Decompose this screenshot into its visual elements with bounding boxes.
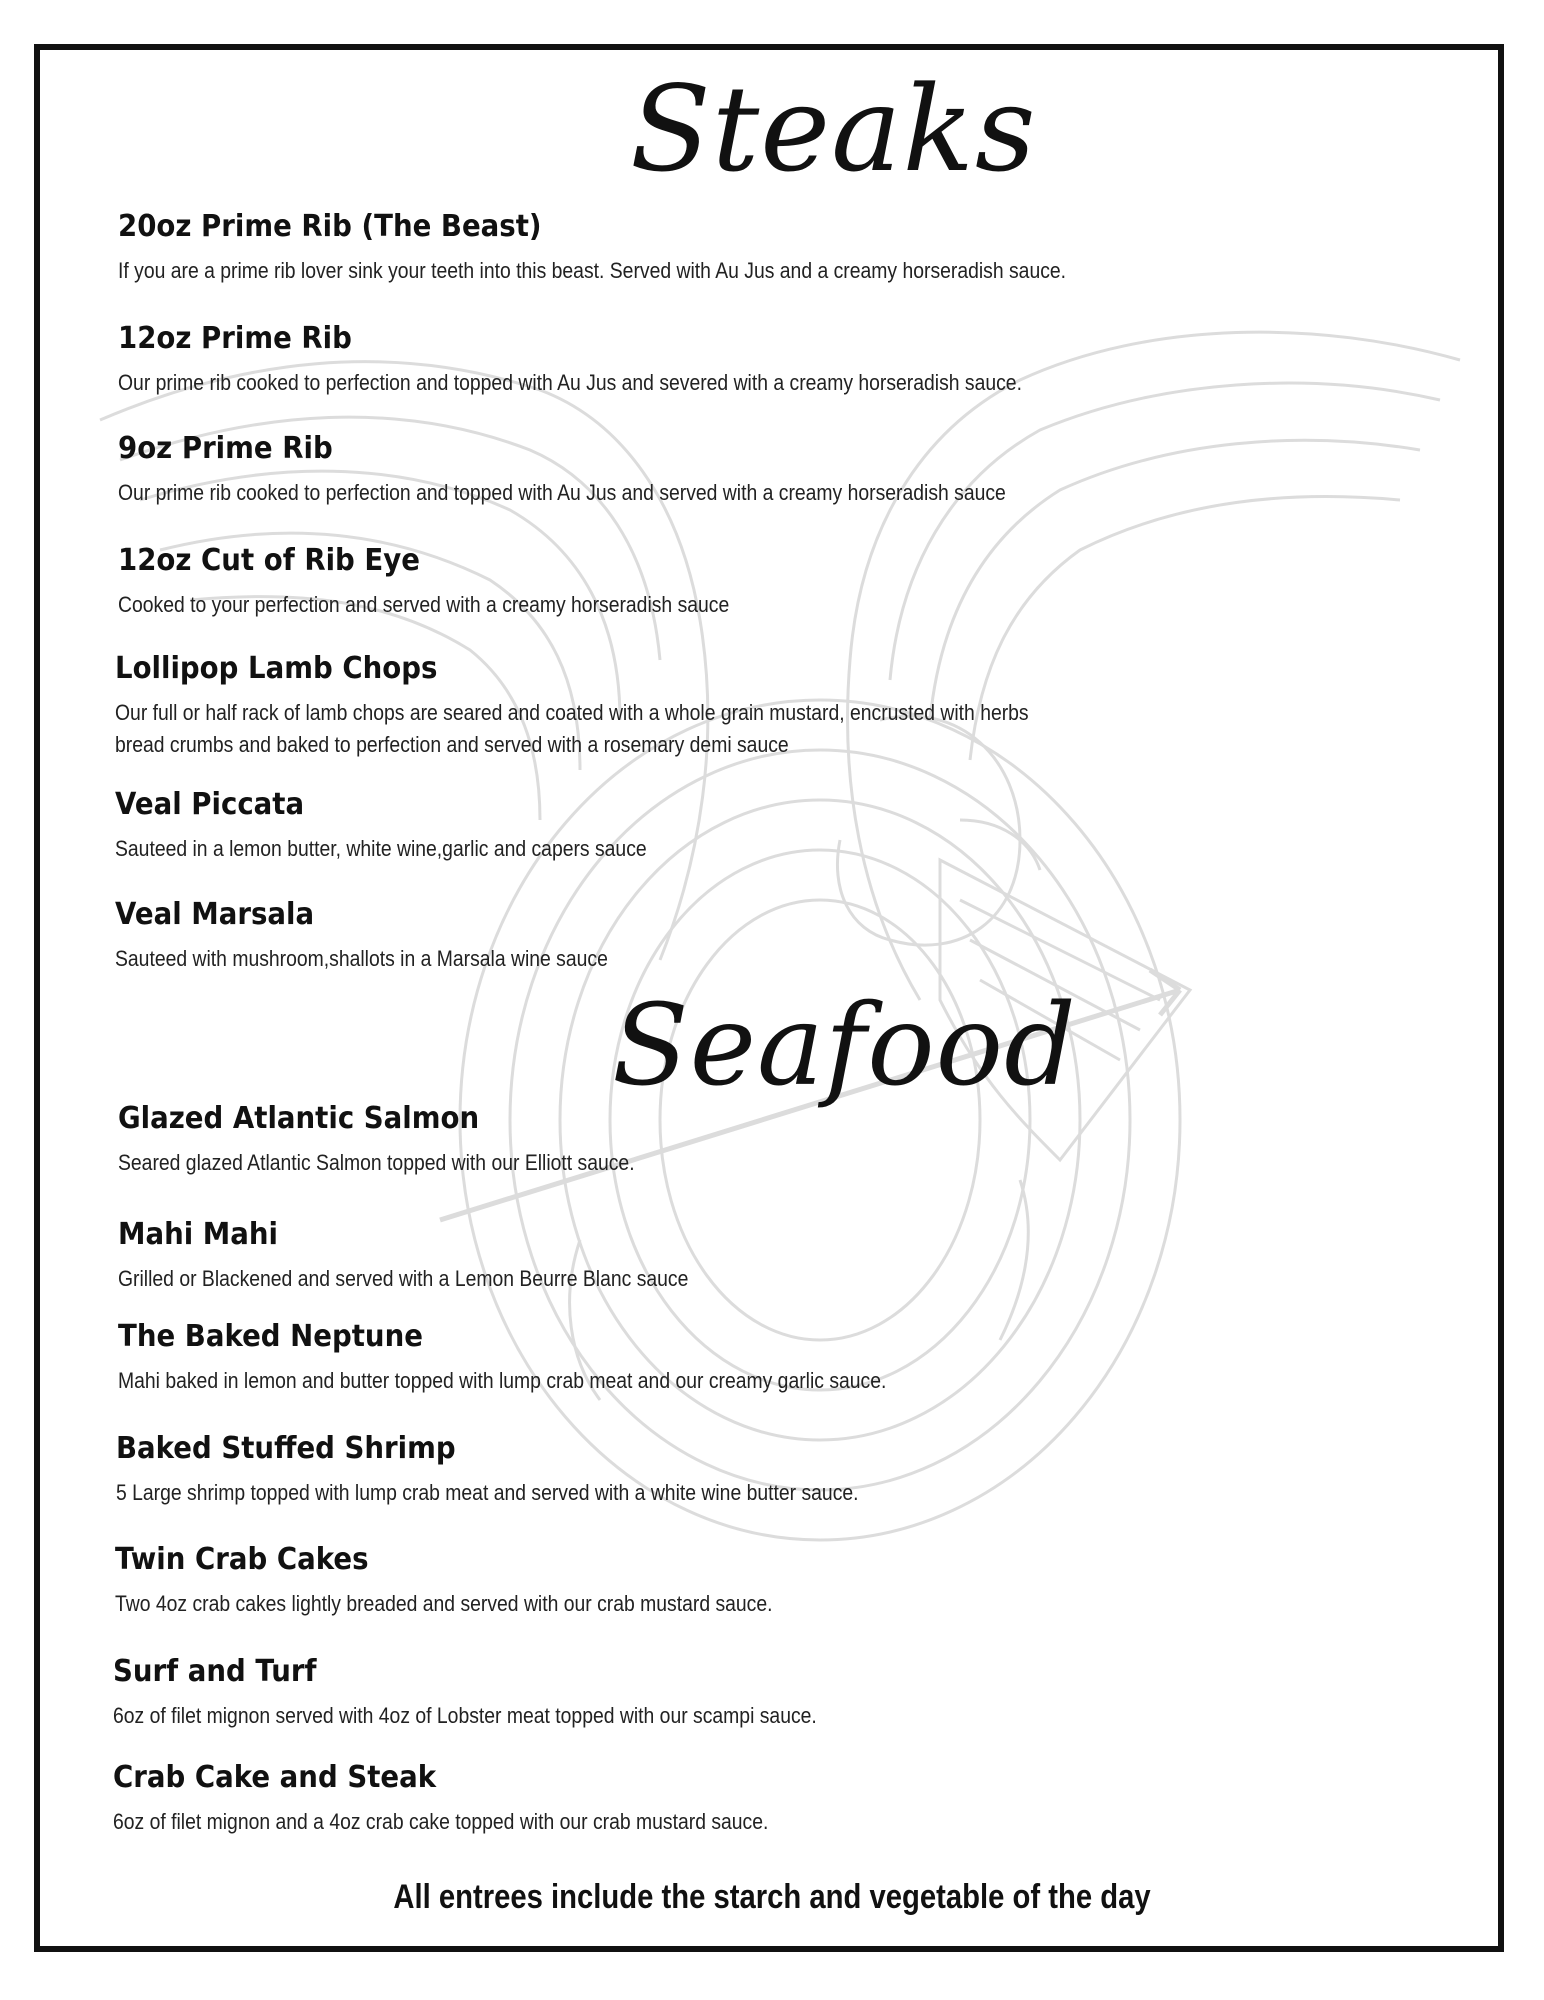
item-name: 12oz Cut of Rib Eye <box>118 543 420 578</box>
item-description: Two 4oz crab cakes lightly breaded and served with our crab mustard sauce. <box>115 1591 773 1616</box>
item-name: The Baked Neptune <box>118 1319 423 1354</box>
item-name: 9oz Prime Rib <box>118 431 333 466</box>
menu-item <box>118 432 1127 509</box>
steaks-section-title: Steaks <box>630 60 1037 198</box>
item-description: Seared glazed Atlantic Salmon topped with our Elliott sauce. <box>118 1150 635 1175</box>
item-description: Cooked to your perfection and served with a creamy horseradish sauce <box>118 592 730 617</box>
item-name: Mahi Mahi <box>118 1217 279 1252</box>
item-description: 5 Large shrimp topped with lump crab meat and served with a white wine butter sauce. <box>116 1480 859 1505</box>
menu-item <box>118 1320 991 1397</box>
item-description: Sauteed with mushroom,shallots in a Marsala wine sauce <box>115 946 608 971</box>
item-name: Veal Marsala <box>115 897 315 932</box>
menu-item <box>115 898 675 975</box>
item-description: Our full or half rack of lamb chops are seared and coated with a whole grain mustard, encrusted with herbs bread crumbs and baked to perfection and served with a rosemary demi sauce <box>115 700 1029 757</box>
item-description: 6oz of filet mignon and a 4oz crab cake topped with our crab mustard sauce. <box>113 1809 769 1834</box>
item-description: 6oz of filet mignon served with 4oz of Lobster meat topped with our scampi sauce. <box>113 1703 817 1728</box>
footer-note: All entrees include the starch and vegetable of the day <box>393 1878 1151 1916</box>
menu-item <box>118 1102 705 1179</box>
item-description: Sauteed in a lemon butter, white wine,garlic and capers sauce <box>115 836 647 861</box>
item-name: Glazed Atlantic Salmon <box>118 1101 480 1136</box>
menu-item <box>116 1432 960 1509</box>
menu-item <box>118 1218 766 1295</box>
item-name: Crab Cake and Steak <box>113 1760 437 1795</box>
menu-item <box>115 1543 862 1620</box>
item-description: Our prime rib cooked to perfection and topped with Au Jus and severed with a creamy horseradish sauce. <box>118 370 1022 395</box>
item-name: Twin Crab Cakes <box>115 1542 369 1577</box>
menu-item <box>118 322 1145 399</box>
item-description: If you are a prime rib lover sink your teeth into this beast. Served with Au Jus and a creamy horseradish sauce. <box>118 258 1067 283</box>
menu-item <box>118 210 1195 287</box>
menu-item <box>113 1761 858 1838</box>
item-name: Veal Piccata <box>115 787 305 822</box>
item-name: Surf and Turf <box>113 1654 317 1689</box>
item-name: Lollipop Lamb Chops <box>115 651 438 686</box>
menu-item <box>115 652 1153 761</box>
item-name: 20oz Prime Rib (The Beast) <box>118 209 542 244</box>
item-description: Grilled or Blackened and served with a Lemon Beurre Blanc sauce <box>118 1266 689 1291</box>
menu-item <box>113 1655 913 1732</box>
seafood-section-title: Seafood <box>612 981 1077 1111</box>
menu-item <box>115 788 719 865</box>
item-description: Our prime rib cooked to perfection and topped with Au Jus and served with a creamy horseradish sauce <box>118 480 1006 505</box>
item-name: Baked Stuffed Shrimp <box>116 1431 456 1466</box>
item-name: 12oz Prime Rib <box>118 321 352 356</box>
menu-item <box>118 544 813 621</box>
item-description: Mahi baked in lemon and butter topped with lump crab meat and our creamy garlic sauce. <box>118 1368 887 1393</box>
